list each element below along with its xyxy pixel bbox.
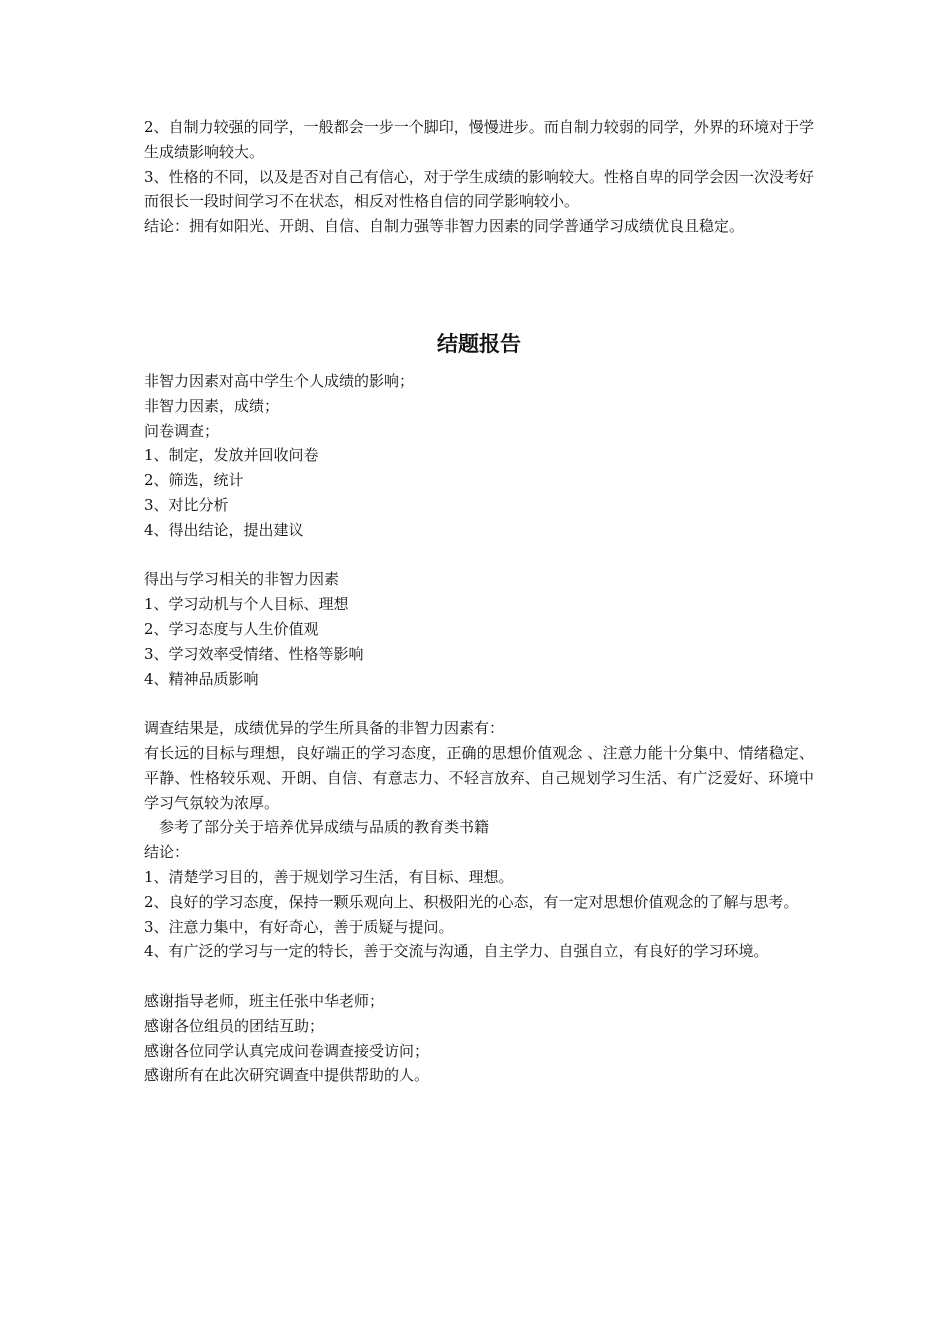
thanks-line: 感谢各位组员的团结互助； xyxy=(144,1016,325,1035)
conclusions-list xyxy=(144,865,814,964)
list-item: 4、精神品质影响 xyxy=(144,669,259,688)
list-item: 2、学习态度与人生价值观 xyxy=(144,619,319,638)
thanks-line: 感谢指导老师，班主任张中华老师； xyxy=(144,991,385,1010)
blank-line xyxy=(144,964,814,989)
conclusion-heading: 结论： xyxy=(144,843,190,862)
factors-list xyxy=(144,592,814,691)
blank-line xyxy=(144,543,814,568)
list-item: 3、对比分析 xyxy=(144,495,229,514)
list-item: 4、得出结论，提出建议 xyxy=(144,520,304,539)
report-title: 结题报告 xyxy=(437,330,521,356)
factors-heading: 得出与学习相关的非智力因素 xyxy=(144,570,340,589)
report-keywords: 非智力因素，成绩； xyxy=(144,396,280,415)
paragraph-conclusion-summary: 结论：拥有如阳光、开朗、自信、自制力强等非智力因素的同学普通学习成绩优良且稳定。 xyxy=(144,217,745,236)
paragraph-self-control: 2、自制力较强的同学，一般都会一步一个脚印，慢慢进步。而自制力较弱的同学，外界的环境对于学生成绩影响较大。 xyxy=(144,118,814,161)
document-page xyxy=(144,115,814,1088)
report-topic: 非智力因素对高中学生个人成绩的影响； xyxy=(144,371,415,390)
method-steps-list xyxy=(144,443,814,542)
previous-section-tail xyxy=(144,115,814,239)
list-item: 1、清楚学习目的，善于规划学习生活，有目标、理想。 xyxy=(144,867,514,886)
list-item: 4、有广泛的学习与一定的特长，善于交流与沟通，自主学力、自强自立，有良好的学习环境。 xyxy=(144,942,769,961)
thanks-line: 感谢各位同学认真完成问卷调查接受访问； xyxy=(144,1041,430,1060)
list-item: 1、学习动机与个人目标、理想 xyxy=(144,595,349,614)
list-item: 3、注意力集中，有好奇心，善于质疑与提问。 xyxy=(144,917,454,936)
result-text: 有长远的目标与理想，良好端正的学习态度，正确的思想价值观念 、注意力能十分集中、情绪稳定、平静、性格较乐观、开朗、自信、有意志力、不轻言放弃、自己规划学习生活、有广泛爱好、环境中学习气氛较为浓厚。 xyxy=(144,743,814,812)
list-item: 2、筛选，统计 xyxy=(144,471,244,490)
report-method: 问卷调查； xyxy=(144,421,220,440)
paragraph-personality: 3、性格的不同，以及是否对自己有信心，对于学生成绩的影响较大。性格自卑的同学会因一次没考好而很长一段时间学习不在状态，相反对性格自信的同学影响较小。 xyxy=(144,167,814,211)
reference-note: 参考了部分关于培养优异成绩与品质的教育类书籍 xyxy=(159,818,490,837)
thanks-line: 感谢所有在此次研究调查中提供帮助的人。 xyxy=(144,1066,430,1085)
acknowledgements xyxy=(144,989,814,1088)
blank-line xyxy=(144,691,814,716)
list-item: 3、学习效率受情绪、性格等影响 xyxy=(144,644,364,663)
result-heading: 调查结果是，成绩优异的学生所具备的非智力因素有： xyxy=(144,719,505,738)
list-item: 2、良好的学习态度，保持一颗乐观向上、积极阳光的心态，有一定对思想价值观念的了解与思考。 xyxy=(144,892,799,911)
list-item: 1、制定，发放并回收问卷 xyxy=(144,446,319,465)
